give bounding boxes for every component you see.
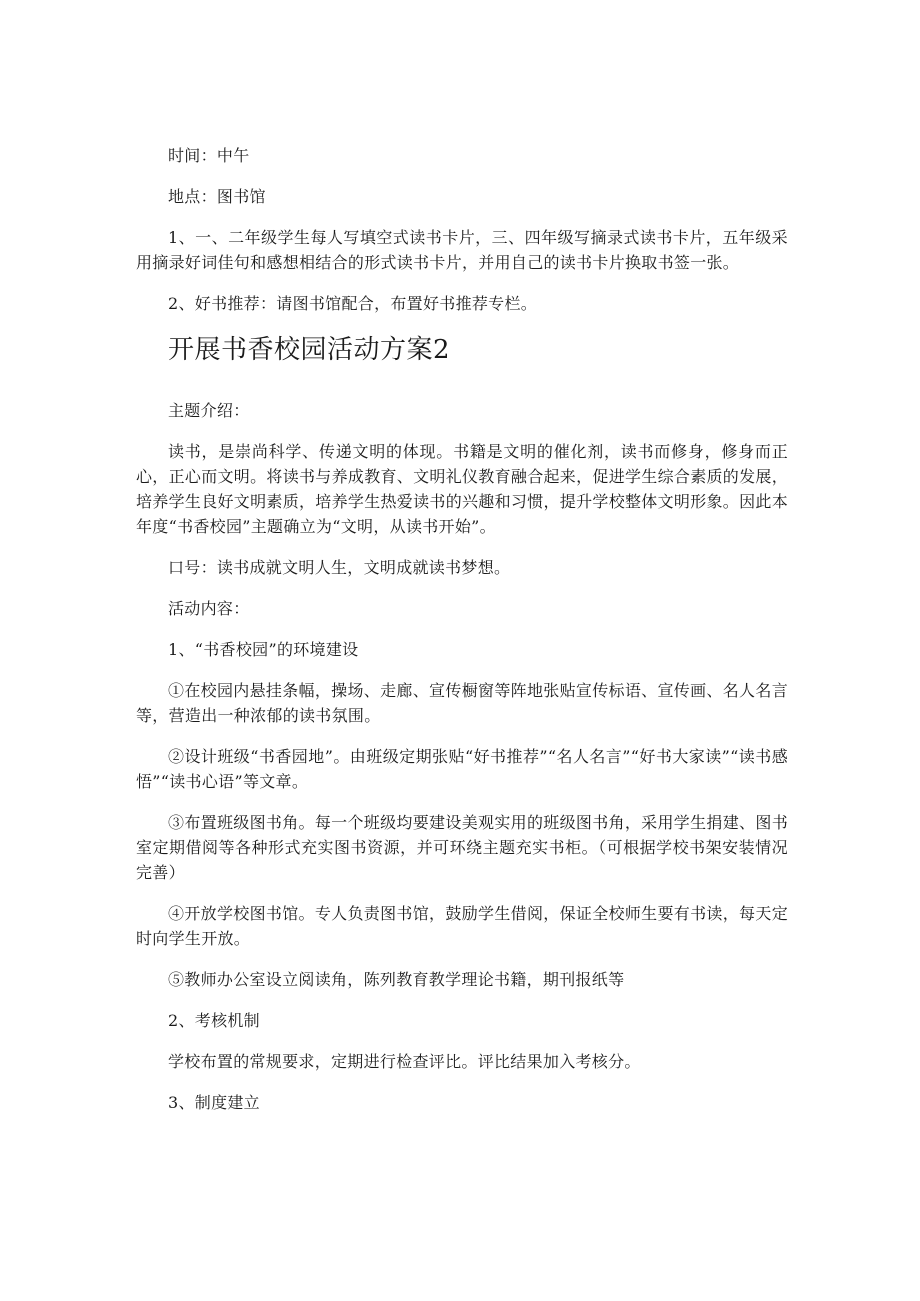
section-heading: 开展书香校园活动方案2 <box>168 335 451 365</box>
document-body <box>136 143 788 1131</box>
theme-paragraph: 读书，是崇尚科学、传递文明的体现。书籍是文明的催化剂，读书而修身，修身而正心，正心而文明。将读书与养成教育、文明礼仪教育融合起来，促进学生综合素质的发展，培养学生良好文明素质，培养学生热爱读书的兴趣和习惯，提升学校整体文明形象。因此本年度“书香校园”主题确立为“文明，从读书开始”。 <box>136 442 789 536</box>
place-line: 地点：图书馆 <box>168 187 266 206</box>
environment-item-1: ①在校园内悬挂条幅，操场、走廊、宣传橱窗等阵地张贴宣传标语、宣传画、名人名言等，营造出一种浓郁的读书氛围。 <box>136 681 788 725</box>
item-2-paragraph: 2、好书推荐：请图书馆配合，布置好书推荐专栏。 <box>168 294 538 313</box>
environment-title: 1、“书香校园”的环境建设 <box>168 640 359 659</box>
assessment-title: 2、考核机制 <box>168 1011 260 1030</box>
activity-label: 活动内容： <box>168 599 250 618</box>
environment-item-3: ③布置班级图书角。每一个班级均要建设美观实用的班级图书角，采用学生捐建、图书室定期借阅等各种形式充实图书资源，并可环绕主题充实书柜。（可根据学校书架安装情况完善） <box>136 813 788 882</box>
environment-item-2: ②设计班级“书香园地”。由班级定期张贴“好书推荐”“名人名言”“好书大家读”“读书感悟”“读书心语”等文章。 <box>136 747 788 791</box>
environment-item-5: ⑤教师办公室设立阅读角，陈列教育教学理论书籍，期刊报纸等 <box>168 970 625 989</box>
system-title: 3、制度建立 <box>168 1093 260 1112</box>
assessment-paragraph: 学校布置的常规要求，定期进行检查评比。评比结果加入考核分。 <box>168 1052 641 1071</box>
time-line: 时间：中午 <box>168 146 250 165</box>
item-1-paragraph: 1、一、二年级学生每人写填空式读书卡片，三、四年级写摘录式读书卡片，五年级采用摘录好词佳句和感想相结合的形式读书卡片，并用自己的读书卡片换取书签一张。 <box>136 228 788 272</box>
theme-label: 主题介绍： <box>168 401 250 420</box>
slogan-line: 口号：读书成就文明人生，文明成就读书梦想。 <box>168 558 511 577</box>
environment-item-4: ④开放学校图书馆。专人负责图书馆，鼓励学生借阅，保证全校师生要有书读，每天定时向学生开放。 <box>136 904 788 948</box>
